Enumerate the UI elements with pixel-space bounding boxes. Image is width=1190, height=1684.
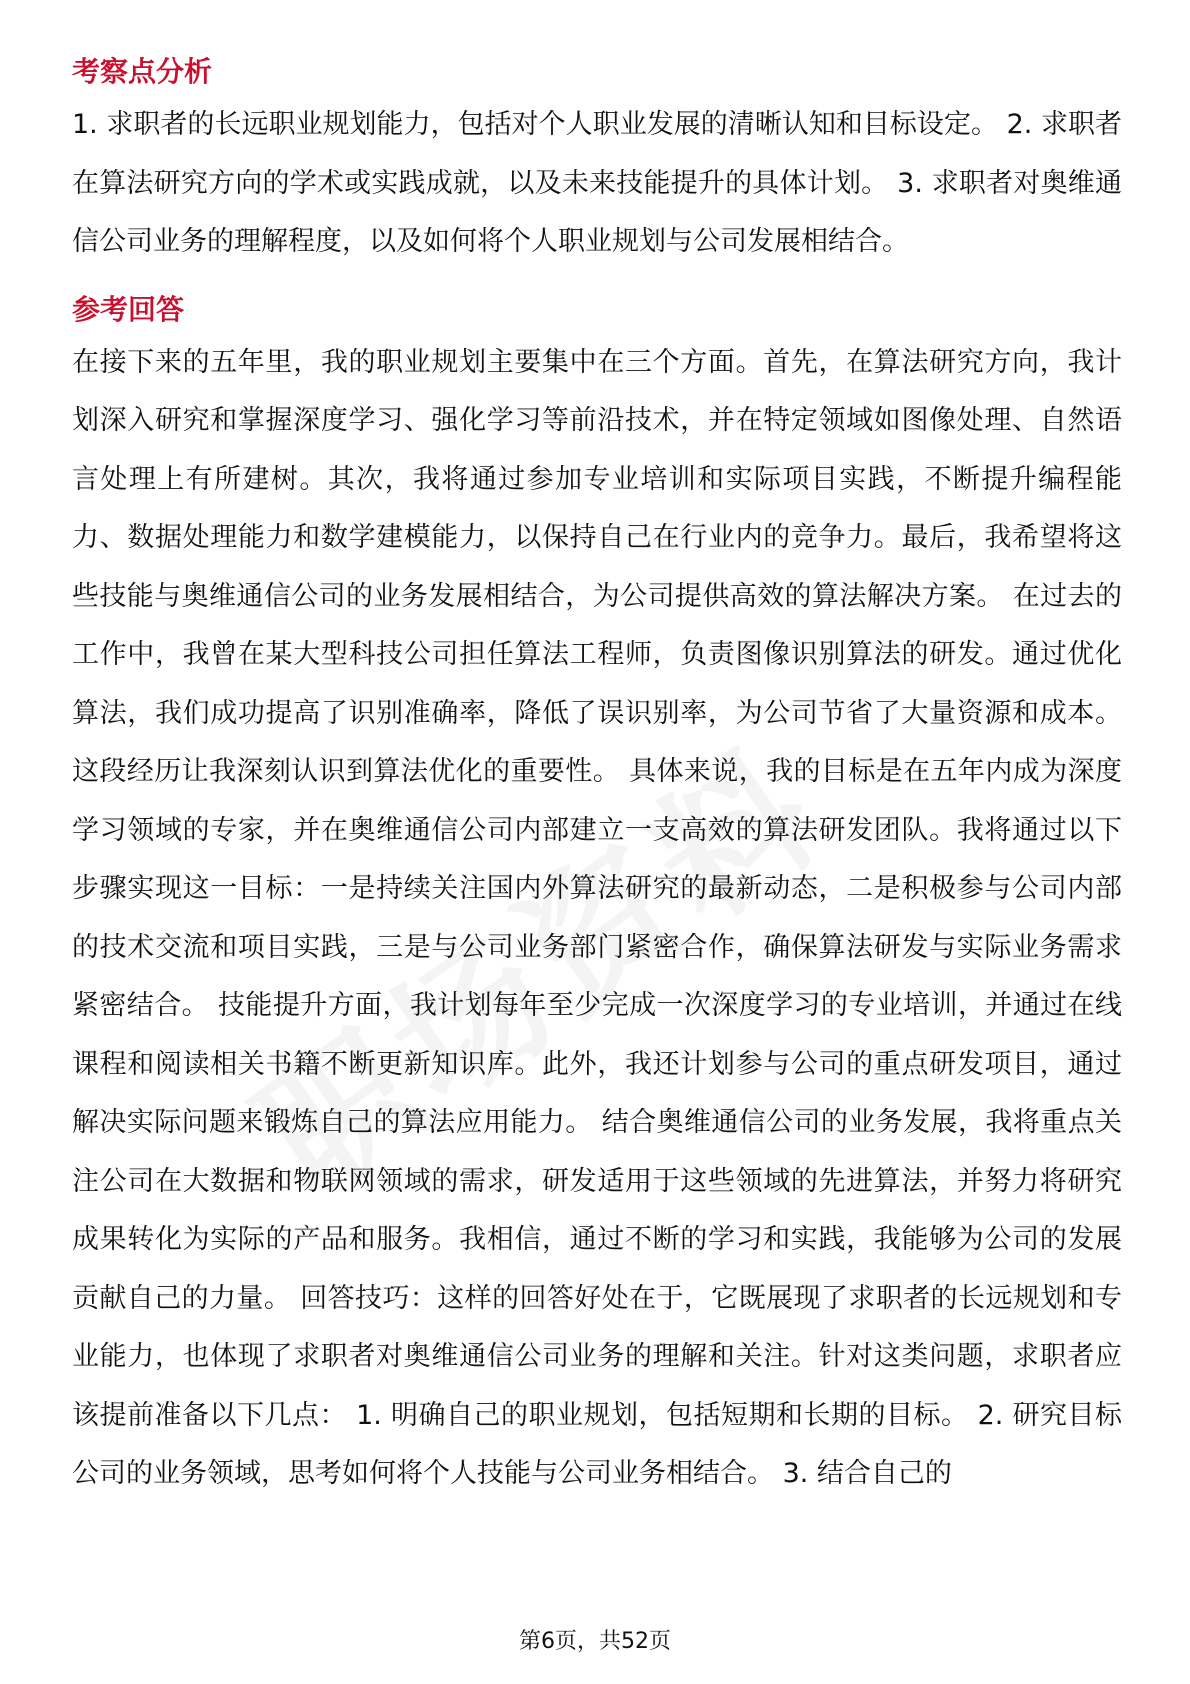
analysis-body: 1. 求职者的长远职业规划能力，包括对个人职业发展的清晰认知和目标设定。 2. 求职者在算法研究方向的学术或实践成就，以及未来技能提升的具体计划。 3. 求职者对奥维通信公司业务的理解程度，以及如何将个人职业规划与公司发展相结合。 bbox=[72, 109, 1122, 257]
analysis-section bbox=[72, 48, 1122, 272]
page-content bbox=[72, 48, 1122, 1504]
page-number: 第6页，共52页 bbox=[519, 1629, 671, 1654]
answer-body: 在接下来的五年里，我的职业规划主要集中在三个方面。首先，在算法研究方向，我计划深入研究和掌握深度学习、强化学习等前沿技术，并在特定领域如图像处理、自然语言处理上有所建树。其次，我将通过参加专业培训和实际项目实践，不断提升编程能力、数据处理能力和数学建模能力，以保持自己在行业内的竞争力。最后，我希望将这些技能与奥维通信公司的业务发展相结合，为公司提供高效的算法解决方案。 在过去的工作中，我曾在某大型科技公司担任算法工程师，负责图像识别算法的研发。通过优化算法，我们成功提高了识别准确率，降低了误识别率，为公司节省了大量资源和成本。这段经历让我深刻认识到算法优化的重要性。 具体来说，我的目标是在五年内成为深度学习领域的专家，并在奥维通信公司内部建立一支高效的算法研发团队。我将通过以下步骤实现这一目标：一是持续关注国内外算法研究的最新动态，二是积极参与公司内部的技术交流和项目实践，三是与公司业务部门紧密合作，确保算法研发与实际业务需求紧密结合。 技能提升方面，我计划每年至少完成一次深度学习的专业培训，并通过在线课程和阅读相关书籍不断更新知识库。此外，我还计划参与公司的重点研发项目，通过解决实际问题来锻炼自己的算法应用能力。 结合奥维通信公司的业务发展，我将重点关注公司在大数据和物联网领域的需求，研发适用于这些领域的先进算法，并努力将研究成果转化为实际的产品和服务。我相信，通过不断的学习和实践，我能够为公司的发展贡献自己的力量。 回答技巧：这样的回答好处在于，它既展现了求职者的长远规划和专业能力，也体现了求职者对奥维通信公司业务的理解和关注。针对这类问题，求职者应该提前准备以下几点： 1. 明确自己的职业规划，包括短期和长期的目标。 2. 研究目标公司的业务领域，思考如何将个人技能与公司业务相结合。 3. 结合自己的 bbox=[72, 346, 1122, 1489]
answer-heading: 参考回答 bbox=[72, 292, 185, 326]
answer-section bbox=[72, 286, 1122, 1504]
analysis-heading: 考察点分析 bbox=[72, 55, 213, 88]
